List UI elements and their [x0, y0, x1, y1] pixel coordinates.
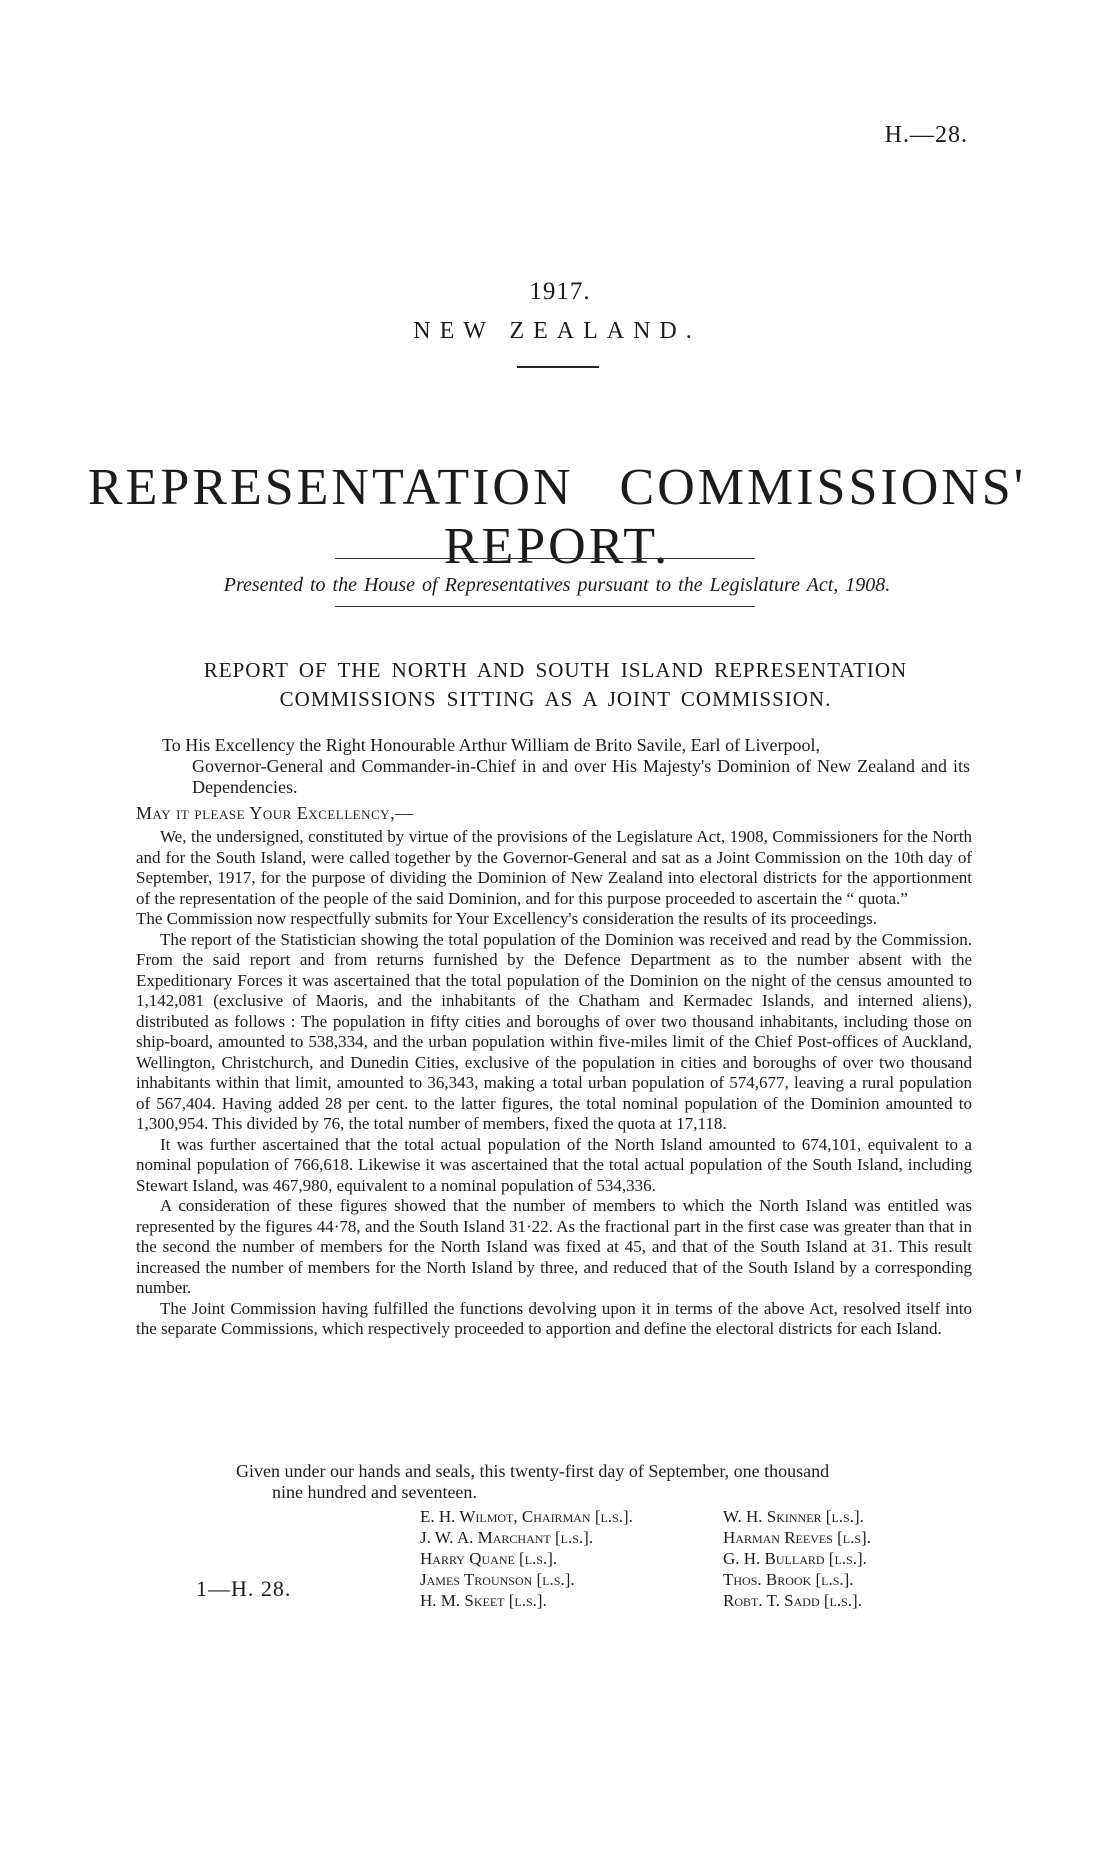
report-body — [136, 827, 972, 1340]
signatory: J. W. A. Marchant [l.s.]. — [420, 1528, 594, 1547]
divider — [335, 606, 755, 607]
divider — [517, 366, 599, 368]
page-title: REPRESENTATION COMMISSIONS' REPORT. — [87, 459, 1027, 575]
given-line: Given under our hands and seals, this twenty-first day of September, one thousand — [236, 1461, 830, 1481]
divider — [335, 558, 755, 559]
presented-note: Presented to the House of Representatives pursuant to the Legislature Act, 1908. — [223, 574, 891, 596]
signatory: Robt. T. Sadd [l.s.]. — [723, 1591, 862, 1610]
body-paragraph: We, the undersigned, constituted by virtue of the provisions of the Legislature Act, 1908, Commissioners for the North and for the South Island, were called together by the Governor-General and sat as a Joint Commission on the 10th day of September, 1917, for the purpose of dividing the Dominion of New Zealand into electoral districts for the apportionment of the representation of the people of the said Dominion, and for this purpose proceeded to ascertain the “ quota.” — [136, 827, 972, 908]
signatory: E. H. Wilmot, Chairman [l.s.]. — [420, 1507, 633, 1526]
signatory: James Trounson [l.s.]. — [420, 1570, 575, 1589]
footer-reference: 1—H. 28. — [196, 1576, 292, 1601]
country-name: NEW ZEALAND. — [413, 318, 701, 344]
address-continuation: Governor-General and Commander-in-Chief in and over His Majesty's Dominion of New Zealand and its Dependencies. — [192, 756, 970, 797]
signatures-left — [420, 1506, 633, 1611]
given-continuation: nine hundred and seventeen. — [272, 1482, 477, 1502]
body-paragraph: The report of the Statistician showing the total population of the Dominion was received and read by the Commission. From the said report and from returns furnished by the Defence Department as to the number absent with the Expeditionary Forces it was ascertained that the total population of the Dominion on the night of the census amounted to 1,142,081 (exclusive of Maoris, and the inhabitants of the Chatham and Kermadec Islands, and interned aliens), distributed as follows : The population in fifty cities and boroughs of over two thousand inhabitants, including those on ship-board, amounted to 538,334, and the urban population within five-miles limit of the Chief Post-offices of Auckland, Wellington, Christchurch, and Dunedin Cities, exclusive of the population in cities and boroughs of over two thousand inhabitants within that limit, amounted to 36,343, making a total urban population of 574,677, leaving a rural population of 567,404. Having added 28 per cent. to the latter figures, the total nominal population of the Dominion amounted to 1,300,954. This divided by 76, the total number of members, fixed the quota at 17,118. — [136, 929, 972, 1133]
body-paragraph: A consideration of these figures showed that the number of members to which the North Island was entitled was represented by the figures 44·78, and the South Island 31·22. As the fractional part in the first case was greater than that in the second the number of members for the North Island was fixed at 45, and that of the South Island at 31. This result increased the number of members for the North Island by three, and reduced that of the South Island by a corresponding number. — [136, 1196, 972, 1297]
body-paragraph: The Commission now respectfully submits for Your Excellency's consideration the results of its proceedings. — [136, 909, 878, 928]
address-line: To His Excellency the Right Honourable Arthur William de Brito Savile, Earl of Liverpool, — [162, 735, 821, 755]
report-heading: REPORT OF THE NORTH AND SOUTH ISLAND REPRESENTATION COMMISSIONS SITTING AS A JOINT COMMISSION. — [203, 658, 908, 711]
given-clause — [236, 1461, 972, 1503]
report-year: 1917. — [529, 278, 591, 305]
salutation: May it please Your Excellency,— — [136, 803, 414, 823]
signatory: Thos. Brook [l.s.]. — [723, 1570, 854, 1589]
signatory: Harry Quane [l.s.]. — [420, 1549, 558, 1568]
signatory: H. M. Skeet [l.s.]. — [420, 1591, 547, 1610]
body-paragraph: The Joint Commission having fulfilled the functions devolving upon it in terms of the above Act, resolved itself into the separate Commissions, which respectively proceeded to apportion and define the electoral districts for each Island. — [136, 1298, 972, 1338]
signatory: W. H. Skinner [l.s.]. — [723, 1507, 864, 1526]
address-block — [162, 735, 970, 798]
page-reference: H.—28. — [884, 122, 968, 148]
signatures-right — [723, 1506, 871, 1611]
signatory: Harman Reeves [l.s]. — [723, 1528, 871, 1547]
body-paragraph: It was further ascertained that the total actual population of the North Island amounted to 674,101, equivalent to a nominal population of 766,618. Likewise it was ascertained that the total actual population of the South Island, including Stewart Island, was 467,980, equivalent to a nominal population of 534,336. — [136, 1134, 972, 1195]
signatory: G. H. Bullard [l.s.]. — [723, 1549, 867, 1568]
